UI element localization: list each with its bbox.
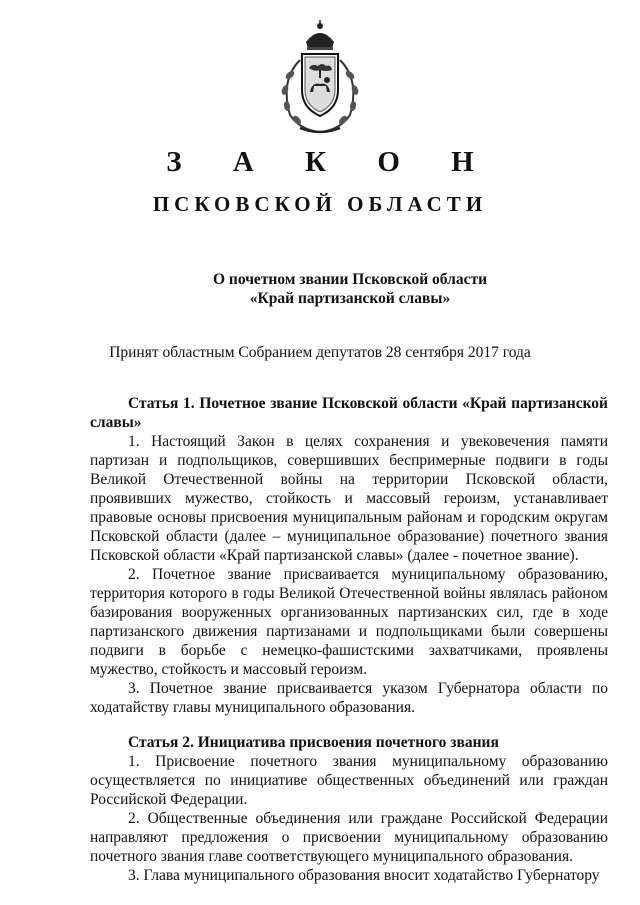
document-name-line-1: О почетном звании Псковской области bbox=[212, 271, 487, 288]
article-paragraph: 2. Почетное звание присваивается муниципальному образованию, территория которого в годы Великой Отечественной войны являлась районом базирования вооруженных организованных партизанских сил, где в ходе партизанского движения партизанами и подпольщиками были совершены подвиги в борьбе с немецко-фашистскими захватчиками, проявлены мужество, стойкость и массовый героизм. bbox=[90, 566, 608, 678]
article-paragraph: 1. Присвоение почетного звания муниципальному образованию осуществляется по инициативе общественных объединений или граждан Российской Федерации. bbox=[90, 753, 608, 808]
article-2 bbox=[90, 733, 608, 885]
document-name bbox=[140, 270, 560, 308]
law-subtitle: ПСКОВСКОЙ ОБЛАСТИ bbox=[152, 192, 488, 216]
adoption-statement: Принят областным Собранием депутатов 28 сентября 2017 года bbox=[109, 344, 531, 361]
article-paragraph: 1. Настоящий Закон в целях сохранения и увековечения памяти партизан и подпольщиков, совершивших беспримерные подвиги в годы Великой Отечественной войны на территории Псковской области, проявивших мужество, стойкость и массовый героизм, устанавливает правовые основы присвоения муниципальным районам и городским округам Псковской области (далее – муниципальное образование) почетного звания Псковской области «Край партизанской славы» (далее - почетное звание). bbox=[90, 433, 608, 564]
article-heading: Статья 1. Почетное звание Псковской области «Край партизанской славы» bbox=[90, 395, 608, 431]
article-paragraph: 3. Почетное звание присваивается указом Губернатора области по ходатайству главы муниципального образования. bbox=[90, 680, 608, 716]
article-1 bbox=[90, 394, 608, 717]
article-paragraph: 3. Глава муниципального образования вносит ходатайство Губернатору bbox=[128, 867, 600, 884]
article-heading: Статья 2. Инициатива присвоения почетного звания bbox=[128, 734, 499, 751]
coat-of-arms-icon bbox=[270, 20, 370, 138]
law-body bbox=[90, 394, 608, 901]
article-paragraph: 2. Общественные объединения или граждане Российской Федерации направляют предложения о присвоении муниципальному образованию почетного звания главе соответствующего муниципального образования. bbox=[90, 810, 608, 865]
document-name-line-2: «Край партизанской славы» bbox=[249, 290, 451, 307]
coat-of-arms-emblem bbox=[270, 20, 370, 138]
law-title: З А К О Н bbox=[166, 146, 496, 178]
